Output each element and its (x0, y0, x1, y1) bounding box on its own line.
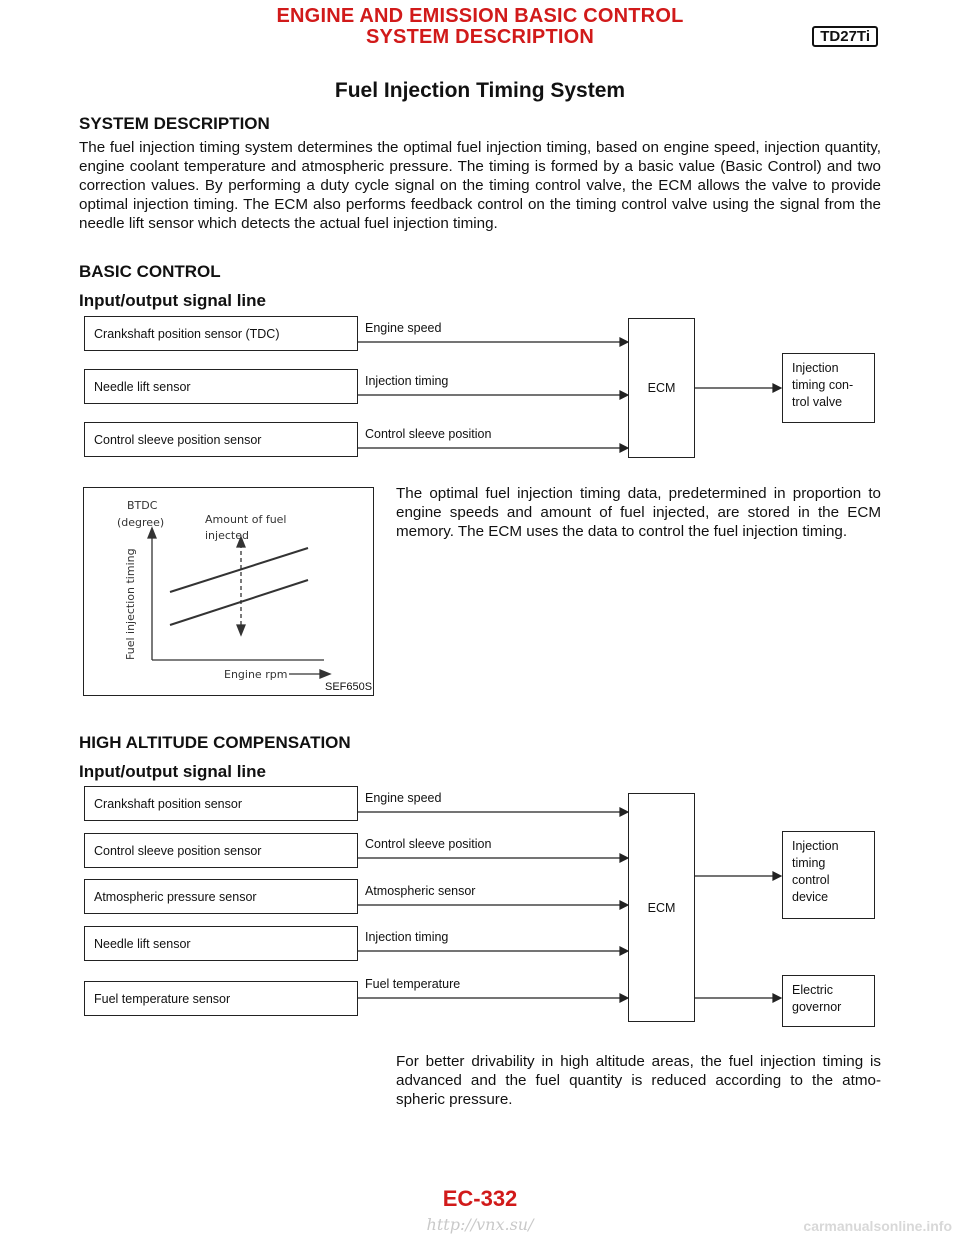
input-sensor-box: Crankshaft position sensor (84, 786, 358, 821)
watermark: carmanualsonline.info (803, 1218, 952, 1234)
y-label-unit: (degree) (117, 516, 165, 529)
x-axis-arrow (320, 670, 330, 678)
input-sensor-box: Needle lift sensor (84, 926, 358, 961)
output-line: governor (792, 1000, 842, 1014)
y-axis-arrow (148, 528, 156, 538)
system-description-heading: SYSTEM DESCRIPTION (79, 114, 270, 133)
high-altitude-text: For better drivability in high altitude areas, the fuel injection timing is advanced and the fuel quantity is reduced according to the atmo-spheric pressure. (396, 1053, 881, 1108)
ecm-box (628, 793, 695, 1022)
output-line: timing (792, 856, 826, 870)
basic-control-text: The optimal fuel injection timing data, predetermined in proportion to engine speeds and amount of fuel injected, are stored in the ECM memory. The ECM uses the data to control the fuel injection timing. (396, 485, 881, 540)
signal-label: Engine speed (365, 321, 442, 335)
figure-code: SEF650S (325, 681, 373, 693)
input-sensor-box: Fuel temperature sensor (84, 981, 358, 1016)
output-line: control (792, 873, 830, 887)
section-header-line1: ENGINE AND EMISSION BASIC CONTROL (276, 5, 684, 27)
signal-label: Injection timing (365, 374, 449, 388)
input-sensor-box: Crankshaft position sensor (TDC) (84, 316, 358, 351)
output-line: Injection (792, 361, 839, 375)
output-line: Injection (792, 839, 839, 853)
high-altitude-heading: HIGH ALTITUDE COMPENSATION (79, 733, 351, 752)
output-line: device (792, 890, 829, 904)
basic-control-subheading: Input/output signal line (79, 291, 266, 310)
signal-label: Injection timing (365, 930, 449, 944)
signal-label: Engine speed (365, 791, 442, 805)
signal-label: Control sleeve position (365, 837, 492, 851)
signal-label: Fuel temperature (365, 977, 461, 991)
ecm-label: ECM (647, 381, 676, 395)
output-actuator-box (782, 831, 875, 919)
ecm-box (628, 318, 695, 458)
timing-figure-drawing (84, 488, 375, 697)
output-actuator-box (782, 975, 875, 1027)
high-altitude-subheading: Input/output signal line (79, 762, 266, 781)
signal-label: Control sleeve position (365, 427, 492, 441)
page-title: Fuel Injection Timing System (334, 79, 626, 102)
model-badge: TD27Ti (812, 26, 878, 47)
output-line: trol valve (792, 395, 843, 409)
section-header-line2: SYSTEM DESCRIPTION (365, 26, 595, 48)
input-sensor-box: Control sleeve position sensor (84, 833, 358, 868)
input-sensor-box: Control sleeve position sensor (84, 422, 358, 457)
fuel-amount-arrow (237, 625, 245, 635)
system-description-text: The fuel injection timing system determines the optimal fuel injection timing, based on engine speed, injection quantity, engine coolant temperature and atmospheric pressure. The timing is formed by a basic value (Basic Control) and two correction values. By performing a duty cycle signal on the timing control valve, the ECM allows the valve to provide optimal injection timing. The ECM also performs feedback control on the timing control valve using the signal from the needle lift sensor which detects the actual fuel injection timing. (79, 139, 881, 232)
timing-line-high (170, 548, 308, 592)
x-axis-label: Engine rpm (224, 668, 288, 681)
y-label-top: BTDC (127, 499, 158, 512)
y-axis-label: Fuel injection timing (124, 548, 137, 660)
output-actuator-box (782, 353, 875, 423)
input-sensor-box: Atmospheric pressure sensor (84, 879, 358, 914)
input-sensor-box: Needle lift sensor (84, 369, 358, 404)
page-code: EC-332 (442, 1186, 518, 1211)
annotation-line1: Amount of fuel (205, 513, 287, 526)
signal-label: Atmospheric sensor (365, 884, 476, 898)
timing-line-low (170, 580, 308, 625)
footer-url[interactable]: http://vnx.su/ (426, 1215, 534, 1234)
output-line: timing con- (792, 378, 854, 392)
timing-figure (83, 487, 374, 696)
ecm-label: ECM (647, 900, 676, 915)
annotation-line2: injected (205, 529, 249, 542)
basic-control-heading: BASIC CONTROL (79, 262, 221, 281)
output-line: Electric (792, 983, 833, 997)
